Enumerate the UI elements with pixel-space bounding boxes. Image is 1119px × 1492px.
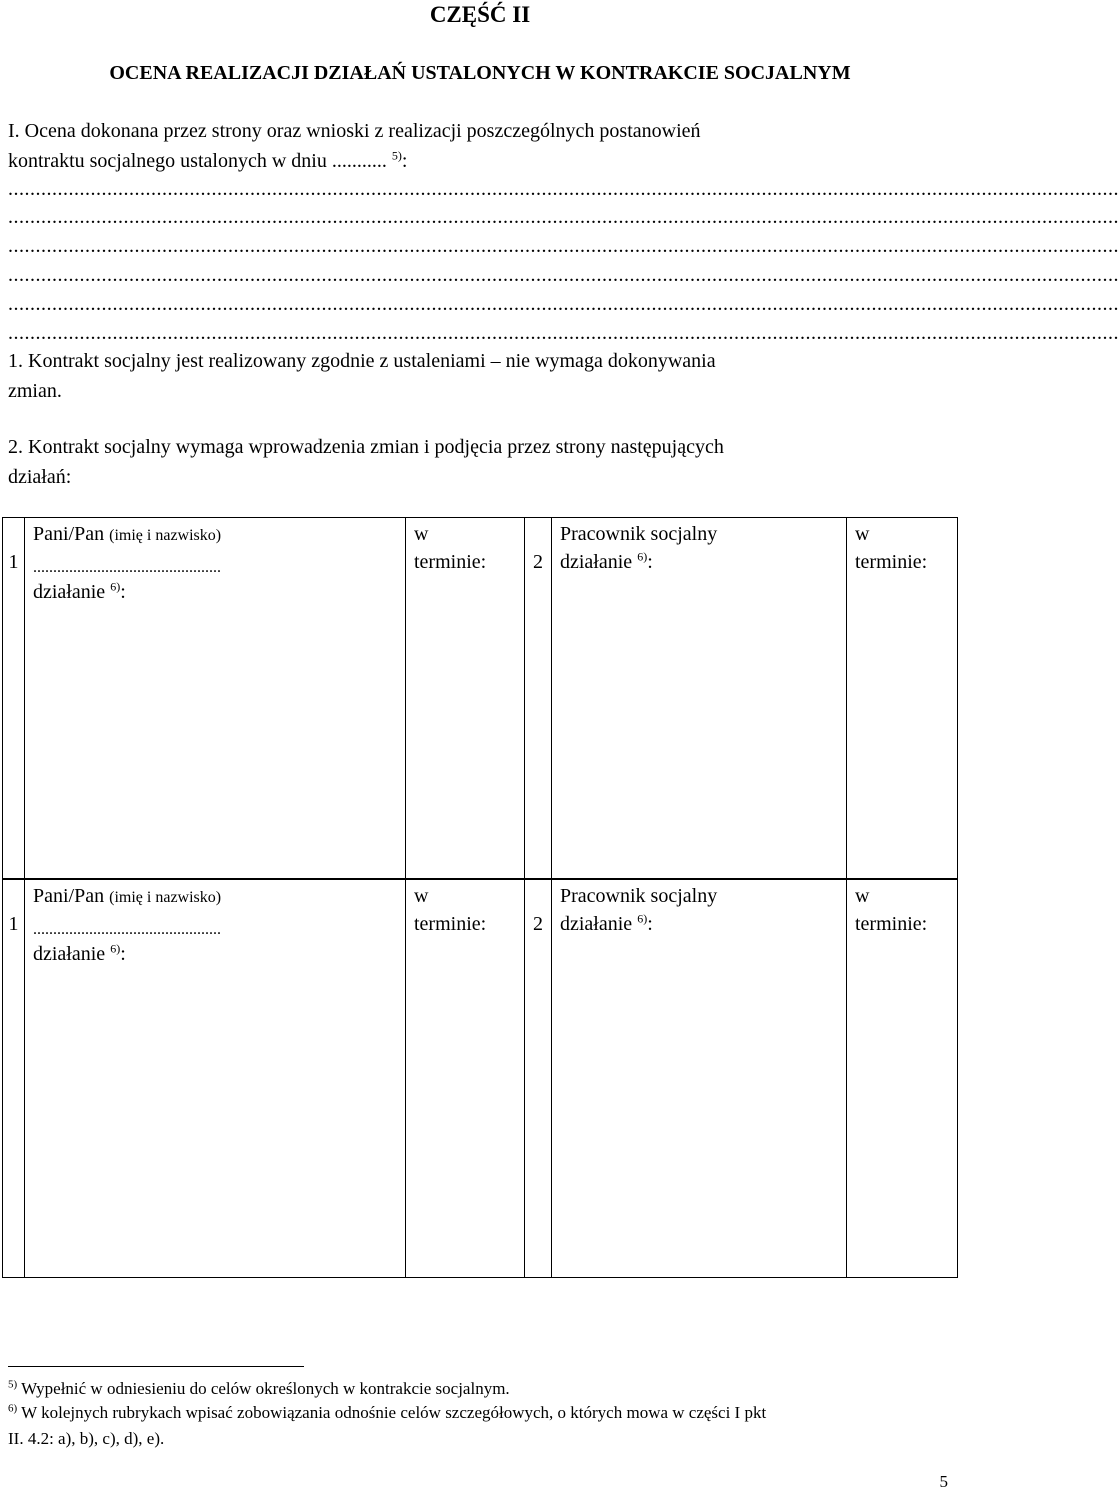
section1-colon: : bbox=[401, 150, 408, 172]
worker-number: 2 bbox=[525, 880, 552, 1278]
worker-cell[interactable] bbox=[552, 880, 847, 1278]
dotted-line: .......................................................................................................................................................................................................... bbox=[8, 264, 1119, 286]
option1-line1: 1. Kontrakt socjalny jest realizowany zgodnie z ustaleniami – nie wymaga dokonywania bbox=[8, 350, 716, 372]
worker-action-label: działanie bbox=[560, 551, 633, 573]
part-title: CZĘŚĆ II bbox=[429, 2, 531, 27]
client-hint: (imię i nazwisko) bbox=[109, 527, 222, 544]
dotted-line: .......................................................................................................................................................................................................... bbox=[8, 293, 1119, 315]
option2-line1: 2. Kontrakt socjalny wymaga wprowadzenia zmian i podjęcia przez strony następujących bbox=[8, 436, 724, 458]
term-w: w bbox=[414, 523, 429, 545]
term-label: terminie: bbox=[855, 551, 928, 573]
footnote-ref-5: 5) bbox=[391, 148, 402, 163]
worker-term-cell[interactable] bbox=[847, 880, 958, 1278]
option1-line2: zmian. bbox=[8, 380, 62, 402]
option2-line2: działań: bbox=[8, 466, 72, 488]
worker-cell[interactable] bbox=[552, 518, 847, 879]
dotted-line: .......................................................................................................................................................................................................... bbox=[8, 322, 1119, 344]
footnote-ref-6: 6) bbox=[110, 941, 121, 956]
worker-action-colon: : bbox=[647, 551, 653, 573]
client-dots: ............................................... bbox=[33, 559, 221, 576]
main-title: OCENA REALIZACJI DZIAŁAŃ USTALONYCH W KONTRAKCIE SOCJALNYM bbox=[109, 62, 851, 84]
section1-line1: I. Ocena dokonana przez strony oraz wnioski z realizacji poszczególnych postanowień bbox=[8, 120, 701, 142]
footnote-divider bbox=[8, 1366, 304, 1367]
term-w: w bbox=[855, 885, 870, 907]
page-number: 5 bbox=[939, 1472, 948, 1491]
footnote-marker: 5) bbox=[8, 1378, 18, 1391]
footnote-ref-6: 6) bbox=[637, 549, 648, 564]
dotted-line: .......................................................................................................................................................................................................... bbox=[8, 206, 1119, 228]
client-number: 1 bbox=[3, 518, 25, 879]
client-action-label: działanie bbox=[33, 581, 106, 603]
client-cell[interactable] bbox=[25, 518, 406, 879]
term-label: terminie: bbox=[855, 913, 928, 935]
client-dots: ............................................... bbox=[33, 921, 221, 938]
client-hint: (imię i nazwisko) bbox=[109, 889, 222, 906]
term-w: w bbox=[414, 885, 429, 907]
footnote-text: W kolejnych rubrykach wpisać zobowiązania odnośnie celów szczegółowych, o których mowa w części I pkt bbox=[21, 1403, 767, 1422]
term-label: terminie: bbox=[414, 551, 487, 573]
worker-term-cell[interactable] bbox=[847, 518, 958, 879]
client-label: Pani/Pan bbox=[33, 523, 105, 545]
client-action-colon: : bbox=[120, 943, 126, 965]
client-term-cell[interactable] bbox=[406, 518, 525, 879]
client-term-cell[interactable] bbox=[406, 880, 525, 1278]
worker-label: Pracownik socjalny bbox=[560, 523, 718, 545]
dotted-line: .......................................................................................................................................................................................................... bbox=[8, 235, 1119, 257]
action-table-1 bbox=[2, 517, 958, 879]
term-w: w bbox=[855, 523, 870, 545]
footnote-ref-6: 6) bbox=[637, 911, 648, 926]
client-action-colon: : bbox=[120, 581, 126, 603]
term-label: terminie: bbox=[414, 913, 487, 935]
footnote-text: Wypełnić w odniesieniu do celów określonych w kontrakcie socjalnym. bbox=[21, 1379, 510, 1398]
dotted-line: .......................................................................................................................................................................................................... bbox=[8, 178, 1119, 200]
client-label: Pani/Pan bbox=[33, 885, 105, 907]
worker-number: 2 bbox=[525, 518, 552, 879]
section1-line2-text: kontraktu socjalnego ustalonych w dniu ........... bbox=[8, 150, 387, 172]
footnote-ref-6: 6) bbox=[110, 579, 121, 594]
action-table-2 bbox=[2, 879, 958, 1278]
worker-label: Pracownik socjalny bbox=[560, 885, 718, 907]
section1-line2 bbox=[8, 146, 407, 176]
footnote-6-continued: II. 4.2: a), b), c), d), e). bbox=[8, 1429, 165, 1448]
footnote-marker: 6) bbox=[8, 1402, 18, 1415]
client-action-label: działanie bbox=[33, 943, 106, 965]
footnote-6 bbox=[8, 1402, 766, 1424]
worker-action-colon: : bbox=[647, 913, 653, 935]
footnote-5 bbox=[8, 1378, 510, 1400]
worker-action-label: działanie bbox=[560, 913, 633, 935]
client-cell[interactable] bbox=[25, 880, 406, 1278]
client-number: 1 bbox=[3, 880, 25, 1278]
